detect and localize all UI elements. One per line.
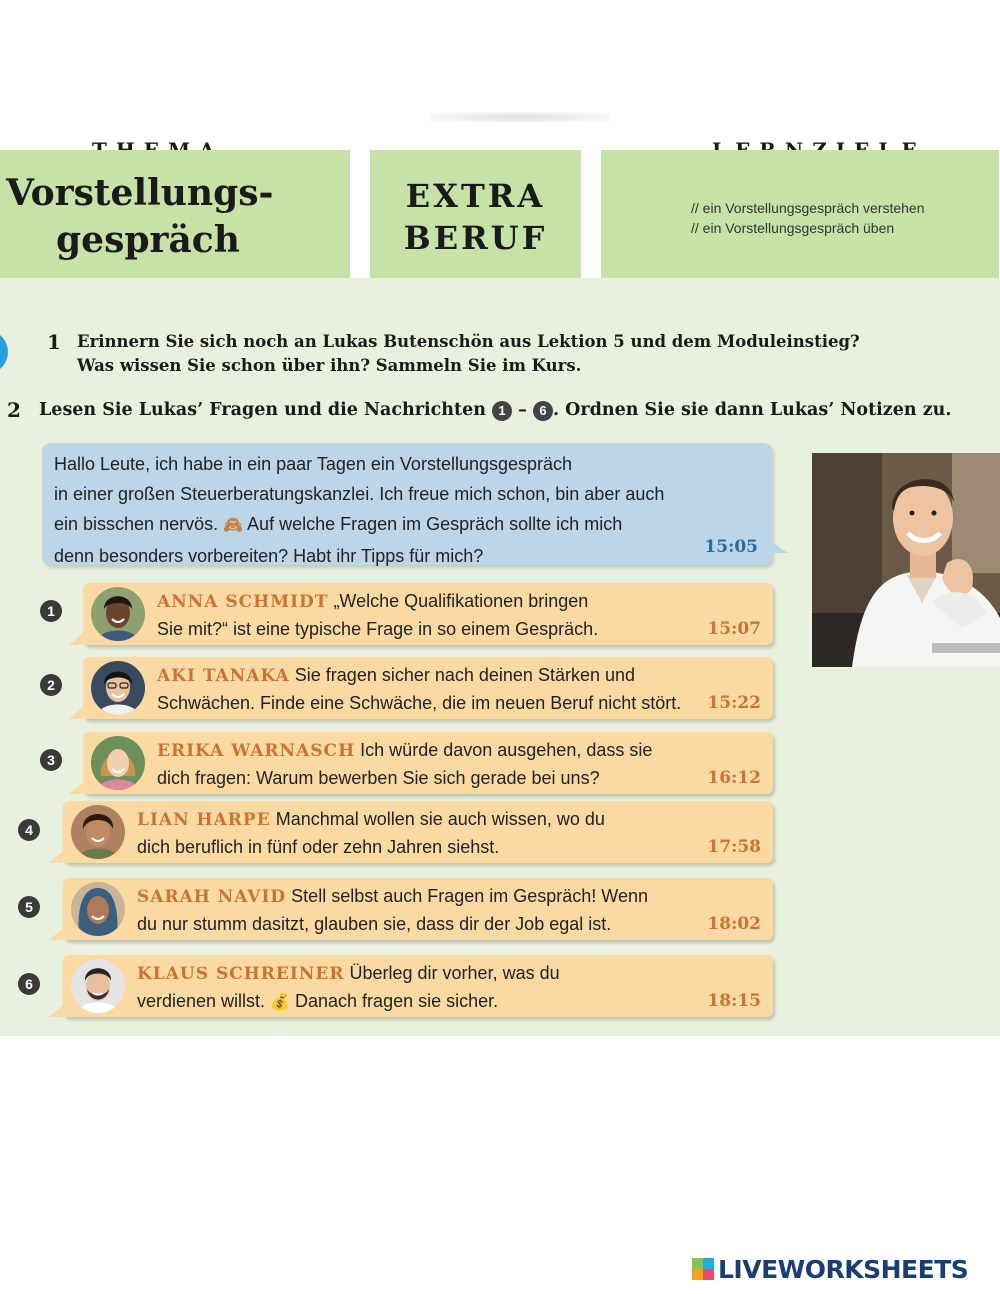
bubble-tail <box>69 782 83 794</box>
sender-name: ANNA SCHMIDT <box>157 592 329 612</box>
sender-name: AKI TANAKA <box>157 666 290 686</box>
lukas-line-part: ein bisschen nervös. <box>54 514 219 534</box>
message-text <box>137 806 605 861</box>
task2-from-badge: 1 <box>492 401 512 421</box>
message-line: Schwächen. Finde eine Schwäche, die im neuen Beruf nicht stört. <box>157 693 682 713</box>
task2-dash: – <box>518 400 527 420</box>
task2-after: . Ordnen Sie sie dann Lukas’ Notizen zu. <box>552 400 952 420</box>
thema-title-line2: gespräch <box>56 219 240 261</box>
avatar <box>91 736 145 790</box>
task1-text <box>77 330 860 378</box>
avatar <box>71 959 125 1013</box>
goal-item: // ein Vorstellungsgespräch verstehen <box>691 200 925 216</box>
message-text <box>157 588 598 643</box>
message-line: dich fragen: Warum bewerben Sie sich gerade bei uns? <box>157 768 600 788</box>
bubble-tail <box>49 1005 63 1017</box>
task2-before: Lesen Sie Lukas’ Fragen und die Nachrichten <box>39 400 486 420</box>
lukas-photo <box>812 453 1000 667</box>
avatar <box>91 587 145 641</box>
message-text <box>137 960 560 1016</box>
lukas-photo-illustration <box>812 453 1000 667</box>
bubble-tail <box>69 633 83 645</box>
message-klaus <box>63 955 773 1017</box>
message-number-badge: 2 <box>40 674 62 696</box>
message-line-part: verdienen willst. <box>137 991 266 1011</box>
thema-title <box>6 170 274 264</box>
content-panel <box>0 278 1000 1036</box>
message-line: Ich würde davon ausgehen, dass sie <box>360 740 653 760</box>
message-number-badge: 6 <box>18 973 40 995</box>
liveworksheets-logo[interactable] <box>692 1254 968 1284</box>
message-anna <box>83 583 773 645</box>
sender-name: SARAH NAVID <box>137 887 287 907</box>
liveworksheets-logo-icon <box>692 1258 714 1280</box>
task2-to-badge: 6 <box>533 401 553 421</box>
message-text <box>157 662 681 717</box>
task2-number: 2 <box>7 398 21 422</box>
thema-title-line1: Vorstellungs- <box>6 172 274 214</box>
lukas-line-part: Auf welche Fragen im Gespräch sollte ich mich <box>247 514 623 534</box>
message-line: Überleg dir vorher, was du <box>349 963 560 983</box>
message-erika <box>83 732 773 794</box>
extra-beruf-box <box>370 150 581 278</box>
message-sarah <box>63 878 773 940</box>
bubble-tail <box>770 541 788 553</box>
sender-name: LIAN HARPE <box>137 810 271 830</box>
lukas-line <box>54 509 734 541</box>
message-line <box>137 988 560 1016</box>
message-number-badge: 4 <box>18 819 40 841</box>
task1-number: 1 <box>47 330 61 354</box>
lukas-line: denn besonders vorbereiten? Habt ihr Tipps für mich? <box>54 546 484 566</box>
task2-text <box>39 398 951 422</box>
message-line: Manchmal wollen sie auch wissen, wo du <box>275 809 605 829</box>
message-time: 17:58 <box>707 837 761 857</box>
message-text <box>137 883 648 938</box>
task1-line1: Erinnern Sie sich noch an Lukas Butenschön aus Lektion 5 und dem Moduleinstieg? <box>77 332 860 351</box>
goals-list <box>691 198 924 238</box>
avatar <box>91 661 145 715</box>
extra-line1: EXTRA <box>405 177 546 215</box>
message-aki <box>83 657 773 719</box>
message-line: dich beruflich in fünf oder zehn Jahren siehst. <box>137 837 500 857</box>
task1-line2: Was wissen Sie schon über ihn? Sammeln Sie im Kurs. <box>77 356 582 375</box>
bubble-tail <box>49 928 63 940</box>
message-line: Stell selbst auch Fragen im Gespräch! Wenn <box>291 886 649 906</box>
message-time: 18:15 <box>707 991 761 1011</box>
money-bag-emoji-icon: 💰 <box>270 994 290 1011</box>
message-time: 18:02 <box>707 914 761 934</box>
extra-title <box>370 175 581 259</box>
message-time: 16:12 <box>707 768 761 788</box>
message-line: „Welche Qualifikationen bringen <box>333 591 589 611</box>
message-time: 15:22 <box>707 693 761 713</box>
sender-name: KLAUS SCHREINER <box>137 964 345 984</box>
message-lian <box>63 801 773 863</box>
monkey-emoji-icon: 🙈 <box>223 517 244 534</box>
message-number-badge: 1 <box>40 600 62 622</box>
lukas-message-text <box>54 449 734 571</box>
extra-line2: BERUF <box>403 219 548 257</box>
lukas-message-bubble <box>42 443 772 565</box>
message-line: du nur stumm dasitzt, glauben sie, dass dir der Job egal ist. <box>137 914 612 934</box>
logo-text: LIVEWORKSHEETS <box>718 1254 969 1284</box>
lukas-line: in einer großen Steuerberatungskanzlei. Ich freue mich schon, bin aber auch <box>54 484 665 504</box>
message-text <box>157 737 652 792</box>
message-time: 15:05 <box>704 537 758 557</box>
message-time: 15:07 <box>707 619 761 639</box>
bubble-tail <box>69 707 83 719</box>
goal-item: // ein Vorstellungsgespräch üben <box>691 220 895 236</box>
message-line: Sie mit?“ ist eine typische Frage in so einem Gespräch. <box>157 619 599 639</box>
lukas-line: Hallo Leute, ich habe in ein paar Tagen ein Vorstellungsgespräch <box>54 454 573 474</box>
avatar <box>71 805 125 859</box>
bubble-tail <box>49 851 63 863</box>
message-number-badge: 5 <box>18 896 40 918</box>
lernziele-box <box>601 150 999 278</box>
thema-box <box>0 150 350 278</box>
sender-name: ERIKA WARNASCH <box>157 741 356 761</box>
message-number-badge: 3 <box>40 749 62 771</box>
message-line-part: Danach fragen sie sicher. <box>295 991 499 1011</box>
page-shadow <box>430 112 610 122</box>
blue-marker-icon <box>0 330 8 374</box>
avatar <box>71 882 125 936</box>
message-line: Sie fragen sicher nach deinen Stärken und <box>294 665 636 685</box>
